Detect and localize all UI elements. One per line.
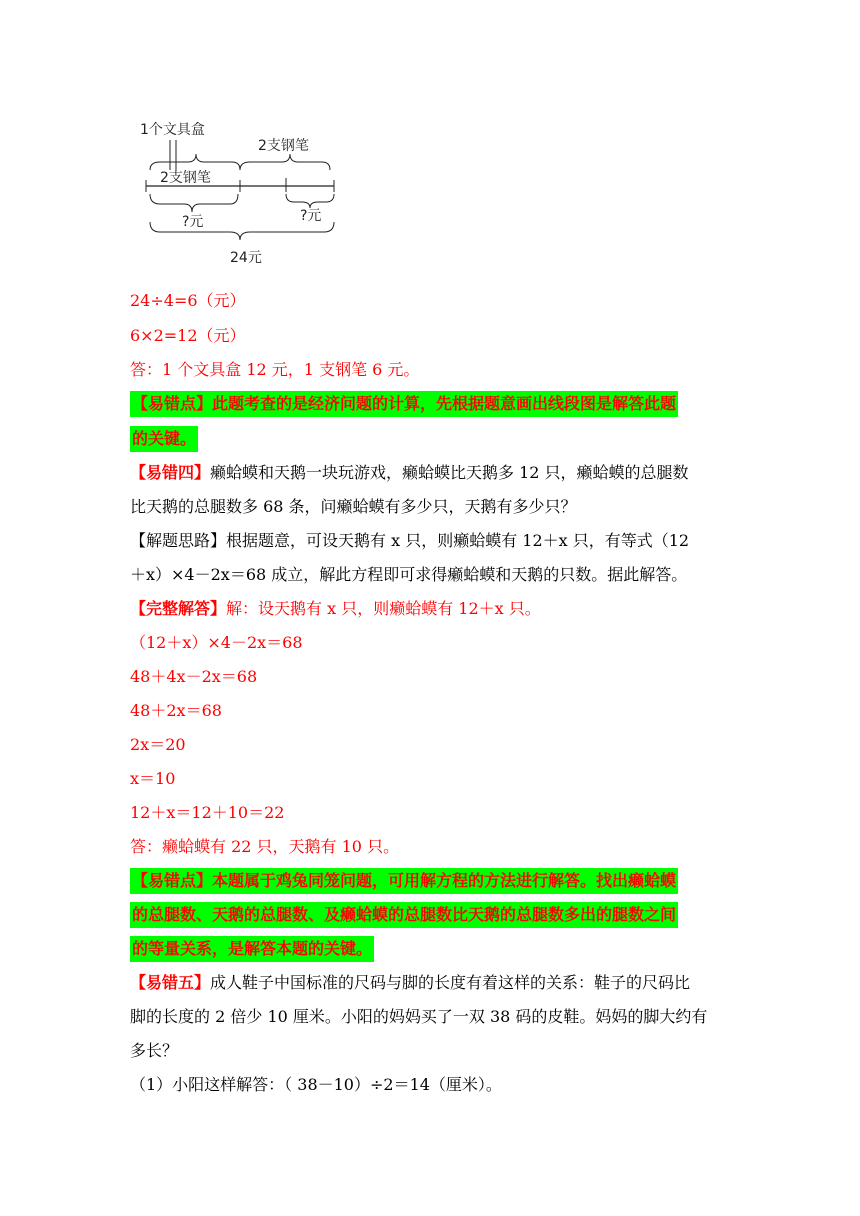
full-answer-tag: 【完整解答】 — [130, 599, 227, 618]
brace-bottom-right — [286, 194, 334, 208]
brace-total — [150, 222, 334, 240]
question-4-line-2: 比天鹅的总腿数多 68 条，问癞蛤蟆有多少只，天鹅有多少只？ — [130, 497, 577, 516]
diagram-svg — [130, 112, 350, 270]
brace-top-left — [150, 154, 240, 170]
calc-line-1: 24÷4=6（元） — [130, 291, 246, 310]
idea-line-2: ＋x）×4－2x＝68 成立，解此方程即可求得癞蛤蟆和天鹅的只数。据此解答。 — [130, 565, 688, 584]
question-5-tag: 【易错五】 — [130, 973, 211, 992]
label-box: 1个文具盒 — [140, 122, 205, 138]
question-5-line-1: 【易错五】成人鞋子中国标准的尺码与脚的长度有着这样的关系：鞋子的尺码比 — [130, 973, 691, 992]
question-5-sub-1: （1）小阳这样解答：（ 38－10）÷2＝14（厘米）。 — [130, 1075, 502, 1094]
calc-line-2: 6×2=12（元） — [130, 326, 246, 345]
equation-1: （12＋x）×4－2x＝68 — [130, 633, 303, 652]
label-q1: ?元 — [182, 214, 204, 230]
brace-bottom-left — [150, 194, 238, 212]
question-4-tag: 【易错四】 — [130, 463, 211, 482]
label-pen-inline: 2支钢笔 — [160, 170, 211, 186]
error-point-1-line-2: 的关键。 — [130, 429, 198, 449]
answer-4: 答：癞蛤蟆有 22 只，天鹅有 10 只。 — [130, 837, 400, 856]
equation-3: 48＋2x＝68 — [130, 701, 222, 720]
question-4-line-1: 【易错四】癞蛤蟆和天鹅一块玩游戏，癞蛤蟆比天鹅多 12 只，癞蛤蟆的总腿数 — [130, 463, 689, 482]
error-point-2-line-2: 的总腿数、天鹅的总腿数、及癞蛤蟆的总腿数比天鹅的总腿数多出的腿数之间 — [130, 905, 678, 925]
error-point-2-line-1: 【易错点】本题属于鸡兔同笼问题，可用解方程的方法进行解答。找出癞蛤蟆 — [130, 871, 678, 891]
question-5-line-2: 脚的长度的 2 倍少 10 厘米。小阳的妈妈买了一双 38 码的皮鞋。妈妈的脚大约有 — [130, 1007, 708, 1026]
full-answer-line-1: 【完整解答】解：设天鹅有 x 只，则癞蛤蟆有 12＋x 只。 — [130, 599, 541, 618]
label-q2: ?元 — [300, 208, 322, 224]
brace-top-right — [240, 154, 330, 170]
label-pen-top: 2支钢笔 — [258, 138, 309, 154]
equation-2: 48＋4x－2x＝68 — [130, 667, 258, 686]
equation-6: 12＋x＝12＋10＝22 — [130, 803, 285, 822]
line-segment-diagram — [130, 112, 350, 270]
answer-line-3: 答：1 个文具盒 12 元，1 支钢笔 6 元。 — [130, 360, 420, 379]
idea-line-1: 【解题思路】根据题意，可设天鹅有 x 只，则癞蛤蟆有 12＋x 只，有等式（12 — [130, 531, 690, 550]
error-point-1-line-1: 【易错点】此题考查的是经济问题的计算，先根据题意画出线段图是解答此题 — [130, 394, 678, 414]
error-point-2-line-3: 的等量关系，是解答本题的关键。 — [130, 939, 374, 959]
equation-5: x＝10 — [130, 769, 176, 788]
label-total: 24元 — [230, 250, 262, 266]
question-5-line-3: 多长？ — [130, 1041, 179, 1060]
equation-4: 2x＝20 — [130, 735, 186, 754]
